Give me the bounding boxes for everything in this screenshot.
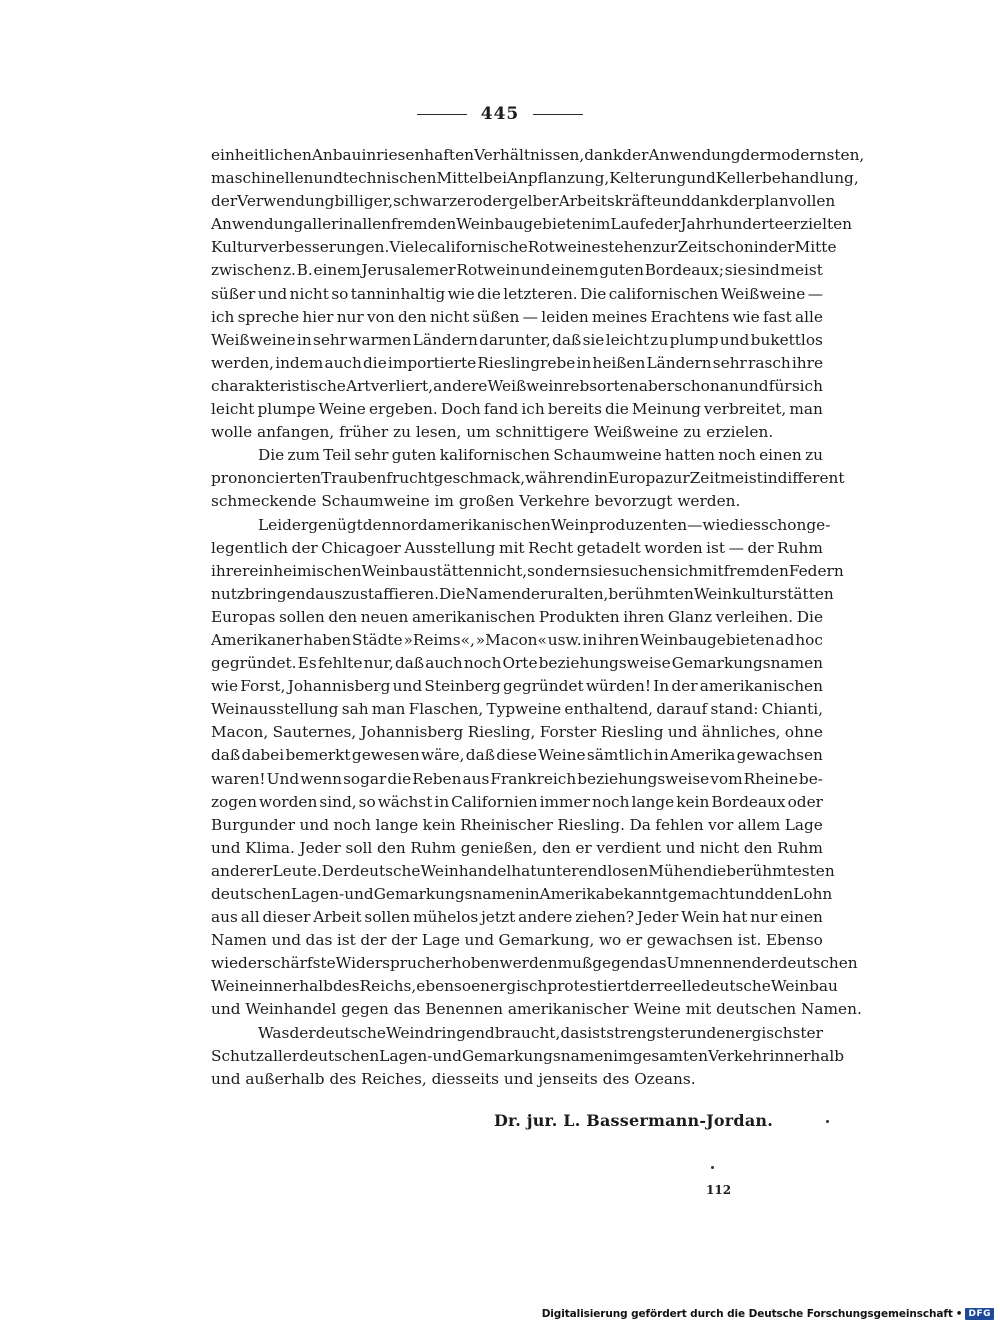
- text-line: Burgunder und noch lange kein Rheinischer Riesling. Da fehlen vor allem Lage: [211, 815, 823, 834]
- text-line: gegründet. Es fehlte nur, daß auch noch Orte beziehungsweise Gemarkungsnamen: [211, 654, 823, 673]
- text-line: Macon, Sauternes, Johannisberg Riesling, Forster Riesling und ähnliches, ohne: [211, 723, 823, 742]
- text-line: charakteristische Art verliert, andere Weißweinrebsorten aber schon an und für sich: [211, 376, 823, 395]
- text-line: prononcierten Traubenfruchtgeschmack, während in Europa zur Zeit meist indifferent: [211, 469, 845, 488]
- text-line: schmeckende Schaumweine im großen Verkehre bevorzugt werden.: [211, 492, 741, 511]
- digitization-footer: [542, 1308, 994, 1320]
- dfg-logo: DFG: [965, 1308, 994, 1320]
- speck-mark: [711, 1166, 714, 1169]
- text-line: Namen und das ist der der Lage und Gemarkung, wo er gewachsen ist. Ebenso: [211, 931, 823, 950]
- text-line: waren! Und wenn sogar die Reben aus Frankreich beziehungsweise vom Rheine be-: [211, 769, 823, 788]
- text-line: und Klima. Jeder soll den Ruhm genießen, den er verdient und nicht den Ruhm: [211, 838, 823, 857]
- text-line: Was der deutsche Wein dringend braucht, das ist strengster und energischster: [258, 1023, 823, 1042]
- text-line: und außerhalb des Reiches, diesseits und jenseits des Ozeans.: [211, 1069, 696, 1088]
- text-line: Leider genügt den nordamerikanischen Weinproduzenten — wie dies schon ge-: [258, 515, 831, 534]
- text-line: leicht plumpe Weine ergeben. Doch fand ich bereits die Meinung verbreitet, man: [211, 400, 823, 419]
- text-line: einheitlichen Anbau in riesenhaften Verhältnissen, dank der Anwendung der modernsten,: [211, 146, 865, 164]
- header-rule-right: [533, 114, 583, 115]
- text-line: Kulturverbesserungen. Viele californische Rotweine stehen zur Zeit schon in der Mitte: [211, 238, 837, 257]
- text-line: Europas sollen den neuen amerikanischen Produkten ihren Glanz verleihen. Die: [211, 607, 823, 626]
- footer-credit: Digitalisierung gefördert durch die Deutsche Forschungsgemeinschaft: [541, 1308, 953, 1320]
- text-line: wie Forst, Johannisberg und Steinberg gegründet würden! In der amerikanischen: [211, 677, 823, 696]
- text-line: Anwendung aller in allen fremden Weinbaugebieten im Laufe der Jahrhunderte erzielten: [211, 215, 853, 234]
- page-number: 445: [480, 104, 520, 124]
- text-line: wolle anfangen, früher zu lesen, um schnittigere Weißweine zu erzielen.: [211, 423, 774, 442]
- header-rule-left: [417, 114, 467, 115]
- text-line: deutschen Lagen- und Gemarkungsnamen in Amerika bekannt gemacht und den Lohn: [211, 885, 833, 903]
- text-line: ich spreche hier nur von den nicht süßen — leiden meines Erachtens wie fast alle: [211, 307, 823, 326]
- text-line: Amerikaner haben Städte »Reims«, »Macon« usw. in ihren Weinbaugebieten ad hoc: [211, 630, 823, 649]
- speck-mark: [826, 1120, 829, 1123]
- body-text: [211, 144, 865, 1091]
- text-line: Schutz aller deutschen Lagen- und Gemarkungsnamen im gesamten Verkehr innerhalb: [211, 1046, 845, 1065]
- text-line: Weißweine in sehr warmen Ländern darunter, daß sie leicht zu plump und bukettlos: [211, 330, 823, 349]
- page-header: [0, 101, 1000, 127]
- footer-separator: •: [955, 1308, 963, 1320]
- text-line: Weine innerhalb des Reichs, ebenso energisch protestiert der reelle deutsche Weinbau: [211, 977, 838, 996]
- text-line: legentlich der Chicagoer Ausstellung mit Recht getadelt worden ist — der Ruhm: [211, 538, 823, 557]
- text-line: daß dabei bemerkt gewesen wäre, daß diese Weine sämtlich in Amerika gewachsen: [211, 746, 823, 765]
- author-signature: Dr. jur. L. Bassermann-Jordan.: [493, 1111, 773, 1130]
- sheet-number: 112: [706, 1183, 732, 1197]
- text-line: der Verwendung billiger, schwarzer oder gelber Arbeitskräfte und dank der planvollen: [211, 192, 836, 211]
- text-line: anderer Leute. Der deutsche Weinhandel hat unter endlosen Mühen die berühmtesten: [211, 861, 835, 880]
- text-line: aus all dieser Arbeit sollen mühelos jetzt andere ziehen? Jeder Wein hat nur einen: [211, 908, 823, 927]
- text-line: nutzbringend auszustaffieren. Die Namen der uralten, berühmten Weinkulturstätten: [211, 584, 834, 603]
- text-line: ihrer einheimischen Weinbaustätten nicht, sondern sie suchen sich mit fremden Federn: [211, 561, 844, 580]
- text-line: maschinellen und technischen Mittel bei Anpflanzung, Kelterung und Kellerbehandlung,: [211, 169, 859, 188]
- text-line: süßer und nicht so tanninhaltig wie die letzteren. Die californischen Weißweine —: [211, 284, 823, 303]
- text-line: zogen worden sind, so wächst in Californien immer noch lange kein Bordeaux oder: [211, 792, 823, 811]
- text-line: Die zum Teil sehr guten kalifornischen Schaumweine hatten noch einen zu: [258, 446, 823, 465]
- text-line: zwischen z. B. einem Jerusalemer Rotwein und einem guten Bordeaux; sie sind meist: [211, 261, 823, 280]
- text-line: wie der schärfste Widerspruch erhoben werden muß gegen das Umnennen der deutschen: [211, 954, 858, 973]
- text-line: werden, indem auch die importierte Rieslingrebe in heißen Ländern sehr rasch ihre: [211, 353, 823, 372]
- text-line: Weinausstellung sah man Flaschen, Typweine enthaltend, darauf stand: Chianti,: [211, 700, 823, 719]
- text-line: und Weinhandel gegen das Benennen amerikanischer Weine mit deutschen Namen.: [211, 1000, 862, 1019]
